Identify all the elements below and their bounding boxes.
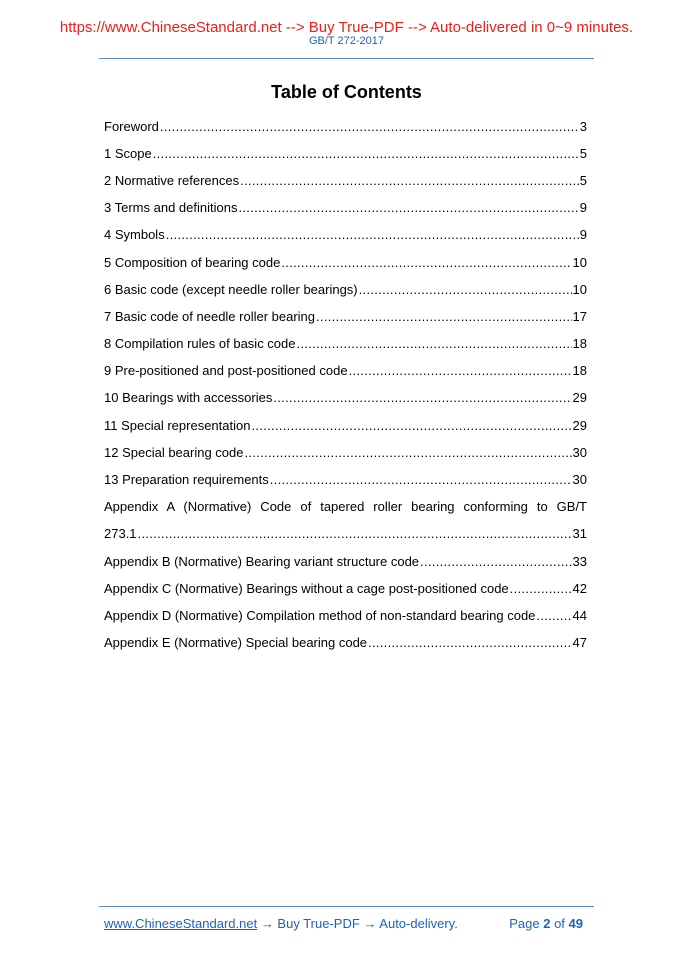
toc-entry[interactable] — [104, 358, 587, 385]
page-total: 49 — [568, 916, 583, 931]
toc-entry-page: 9 — [579, 200, 587, 216]
toc-entry-label: 5 Composition of bearing code — [104, 254, 281, 270]
footer-divider — [99, 906, 594, 907]
toc-entry-label: Appendix B (Normative) Bearing variant structure code — [104, 553, 420, 569]
dot-leader — [316, 309, 572, 325]
toc-entry-page: 44 — [572, 607, 587, 623]
toc-entry[interactable] — [104, 113, 587, 140]
toc-entry-page: 9 — [579, 227, 587, 243]
page-current: 2 — [543, 916, 551, 931]
page-title: Table of Contents — [271, 82, 422, 102]
dot-leader — [138, 526, 572, 542]
toc-entry-page: 29 — [572, 417, 587, 433]
toc-entry[interactable] — [104, 140, 587, 167]
toc-entry[interactable] — [104, 630, 587, 657]
dot-leader — [536, 608, 571, 624]
toc-entry-page: 18 — [572, 336, 587, 352]
document-id: GB/T 272-2017 — [308, 35, 384, 47]
toc-entry-label: 8 Compilation rules of basic code — [104, 336, 296, 352]
dot-leader — [359, 282, 572, 298]
toc-entry-page: 30 — [572, 444, 587, 460]
toc-entry-page: 17 — [572, 308, 587, 324]
page-of: of — [550, 916, 569, 931]
dot-leader — [240, 173, 579, 189]
toc-entry-label: 10 Bearings with accessories — [104, 390, 273, 406]
toc-entry-page: 42 — [572, 580, 587, 596]
toc-entry[interactable] — [104, 602, 587, 629]
toc-entry[interactable] — [104, 195, 587, 222]
table-of-contents — [104, 113, 587, 657]
toc-entry-page: 33 — [572, 553, 587, 569]
promo-banner[interactable]: https://www.ChineseStandard.net --> Buy True-PDF --> Auto-delivered in 0~9 minutes. — [59, 19, 634, 36]
dot-leader — [510, 581, 572, 597]
toc-entry-label: 273.1 — [104, 526, 137, 542]
toc-entry-label: Appendix E (Normative) Special bearing code — [104, 635, 368, 651]
dot-leader — [245, 445, 572, 461]
dot-leader — [270, 472, 572, 488]
dot-leader — [273, 390, 571, 406]
toc-entry-page: 31 — [572, 526, 587, 542]
toc-entry-page: 10 — [572, 281, 587, 297]
toc-entry[interactable] — [104, 249, 587, 276]
toc-entry[interactable] — [104, 439, 587, 466]
toc-entry[interactable] — [104, 331, 587, 358]
footer-tagline: → Buy True-PDF → Auto-delivery. — [257, 916, 458, 931]
toc-entry[interactable] — [104, 222, 587, 249]
dot-leader — [153, 146, 579, 162]
toc-entry-page: 29 — [572, 390, 587, 406]
toc-entry-page: 30 — [572, 472, 587, 488]
toc-entry-page: 5 — [579, 145, 587, 161]
dot-leader — [420, 554, 571, 570]
toc-entry-label: 12 Special bearing code — [104, 444, 244, 460]
toc-entry-page: 18 — [572, 363, 587, 379]
header-divider — [99, 58, 594, 59]
toc-entry-page: 47 — [572, 635, 587, 651]
toc-entry-label: Appendix C (Normative) Bearings without a cage post-positioned code — [104, 580, 509, 596]
toc-entry-label: Foreword — [104, 118, 159, 134]
toc-entry-label: 6 Basic code (except needle roller bearings) — [104, 281, 358, 297]
toc-entry-label: 2 Normative references — [104, 172, 240, 188]
dot-leader — [281, 255, 571, 271]
toc-entry-label: 1 Scope — [104, 145, 152, 161]
dot-leader — [349, 363, 572, 379]
dot-leader — [297, 336, 572, 352]
toc-entry-label: Appendix A (Normative) Code of tapered roller bearing conforming to GB/T — [104, 499, 587, 515]
dot-leader — [166, 227, 579, 243]
toc-entry-page: 10 — [572, 254, 587, 270]
toc-entry-label: 9 Pre-positioned and post-positioned code — [104, 363, 348, 379]
toc-entry-label: 4 Symbols — [104, 227, 165, 243]
toc-entry[interactable] — [104, 303, 587, 330]
toc-entry[interactable] — [104, 167, 587, 194]
footer-promo — [104, 916, 458, 932]
toc-entry-page: 3 — [579, 118, 587, 134]
dot-leader — [251, 418, 571, 434]
footer-link[interactable]: www.ChineseStandard.net — [104, 916, 258, 931]
toc-entry[interactable] — [104, 494, 587, 521]
toc-entry-label: 13 Preparation requirements — [104, 472, 269, 488]
toc-entry[interactable] — [104, 412, 587, 439]
toc-entry-page: 5 — [579, 172, 587, 188]
toc-entry-label: 11 Special representation — [104, 417, 251, 433]
toc-entry[interactable] — [104, 521, 587, 548]
toc-entry-label: 7 Basic code of needle roller bearing — [104, 308, 316, 324]
toc-entry[interactable] — [104, 276, 587, 303]
toc-entry-label: 3 Terms and definitions — [104, 200, 238, 216]
toc-entry[interactable] — [104, 385, 587, 412]
toc-entry-label: Appendix D (Normative) Compilation method of non-standard bearing code — [104, 607, 536, 623]
page-prefix: Page — [509, 916, 544, 931]
toc-entry[interactable] — [104, 575, 587, 602]
toc-entry[interactable] — [104, 466, 587, 493]
toc-entry[interactable] — [104, 548, 587, 575]
dot-leader — [368, 635, 572, 651]
dot-leader — [238, 200, 578, 216]
page-number — [509, 916, 583, 932]
dot-leader — [160, 119, 579, 135]
